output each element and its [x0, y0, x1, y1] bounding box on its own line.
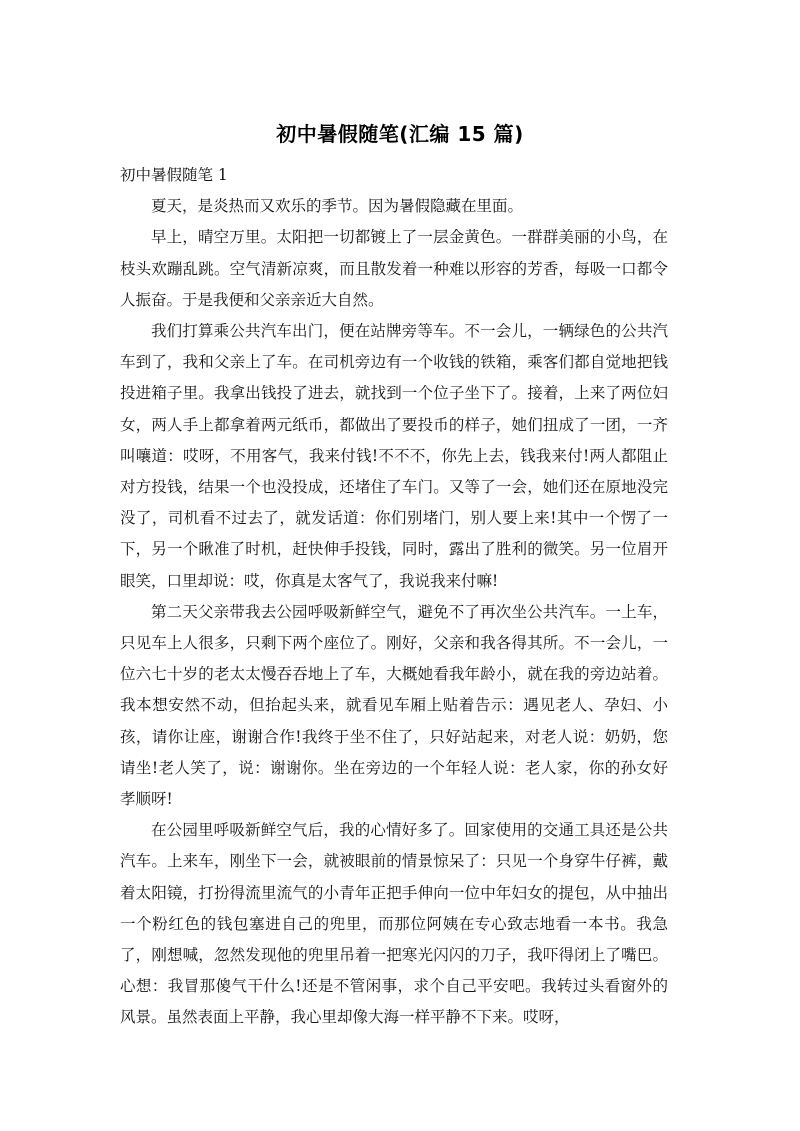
- paragraph-5: 在公园里呼吸新鲜空气后，我的心情好多了。回家使用的交通工具还是公共汽车。上来车，刚坐下一会，就被眼前的情景惊呆了：只见一个身穿牛仔裤，戴着太阳镜，打扮得流里流气的小青年正把手伸向一位中年妇女的提包，从中抽出一个粉红色的钱包塞进自己的兜里，而那位阿姨在专心致志地看一本书。我急了，刚想喊，忽然发现他的兜里吊着一把寒光闪闪的刀子，我吓得闭上了嘴巴。心想：我冒那傻气干什么!还是不管闲事，求个自己平安吧。我转过头看窗外的风景。虽然表面上平静，我心里却像大海一样平静不下来。哎呀，: [120, 821, 668, 1027]
- paragraph-2: 早上，晴空万里。太阳把一切都镀上了一层金黄色。一群群美丽的小鸟，在枝头欢蹦乱跳。空气清新凉爽，而且散发着一种难以形容的芳香，每吸一口都令人振奋。于是我便和父亲亲近大自然。: [120, 228, 668, 309]
- paragraph-4: 第二天父亲带我去公园呼吸新鲜空气，避免不了再次坐公共汽车。一上车，只见车上人很多，只剩下两个座位了。刚好，父亲和我各得其所。不一会儿，一位六七十岁的老太太慢吞吞地上了车，大概她看我年龄小，就在我的旁边站着。我本想安然不动，但抬起头来，就看见车厢上贴着告示：遇见老人、孕妇、小孩，请你让座，谢谢合作!我终于坐不住了，只好站起来，对老人说：奶奶，您请坐!老人笑了，说：谢谢你。坐在旁边的一个年轻人说：老人家，你的孙女好孝顺呀!: [120, 602, 668, 809]
- paragraph-1: 夏天，是炎热而又欢乐的季节。因为暑假隐藏在里面。: [151, 197, 524, 216]
- section-heading: 初中暑假随笔 1: [120, 166, 228, 184]
- document-body: [120, 160, 668, 1034]
- paragraph-3: 我们打算乘公共汽车出门，便在站牌旁等车。不一会儿，一辆绿色的公共汽车到了，我和父亲上了车。在司机旁边有一个收钱的铁箱，乘客们都自觉地把钱投进箱子里。我拿出钱投了进去，就找到一个位子坐下了。接着，上来了两位妇女，两人手上都拿着两元纸币，都做出了要投币的样子，她们扭成了一团，一齐叫嚷道：哎呀，不用客气，我来付钱!不不不，你先上去，钱我来付!两人都阻止对方投钱，结果一个也没投成，还堵住了车门。又等了一会，她们还在原地没完没了，司机看不过去了，就发话道：你们别堵门，别人要上来!其中一个愣了一下，另一个瞅准了时机，赶快伸手投钱，同时，露出了胜利的微笑。另一位眉开眼笑，口里却说：哎，你真是太客气了，我说我来付嘛!: [120, 322, 668, 590]
- document-title: 初中暑假随笔(汇编 15 篇): [276, 122, 524, 146]
